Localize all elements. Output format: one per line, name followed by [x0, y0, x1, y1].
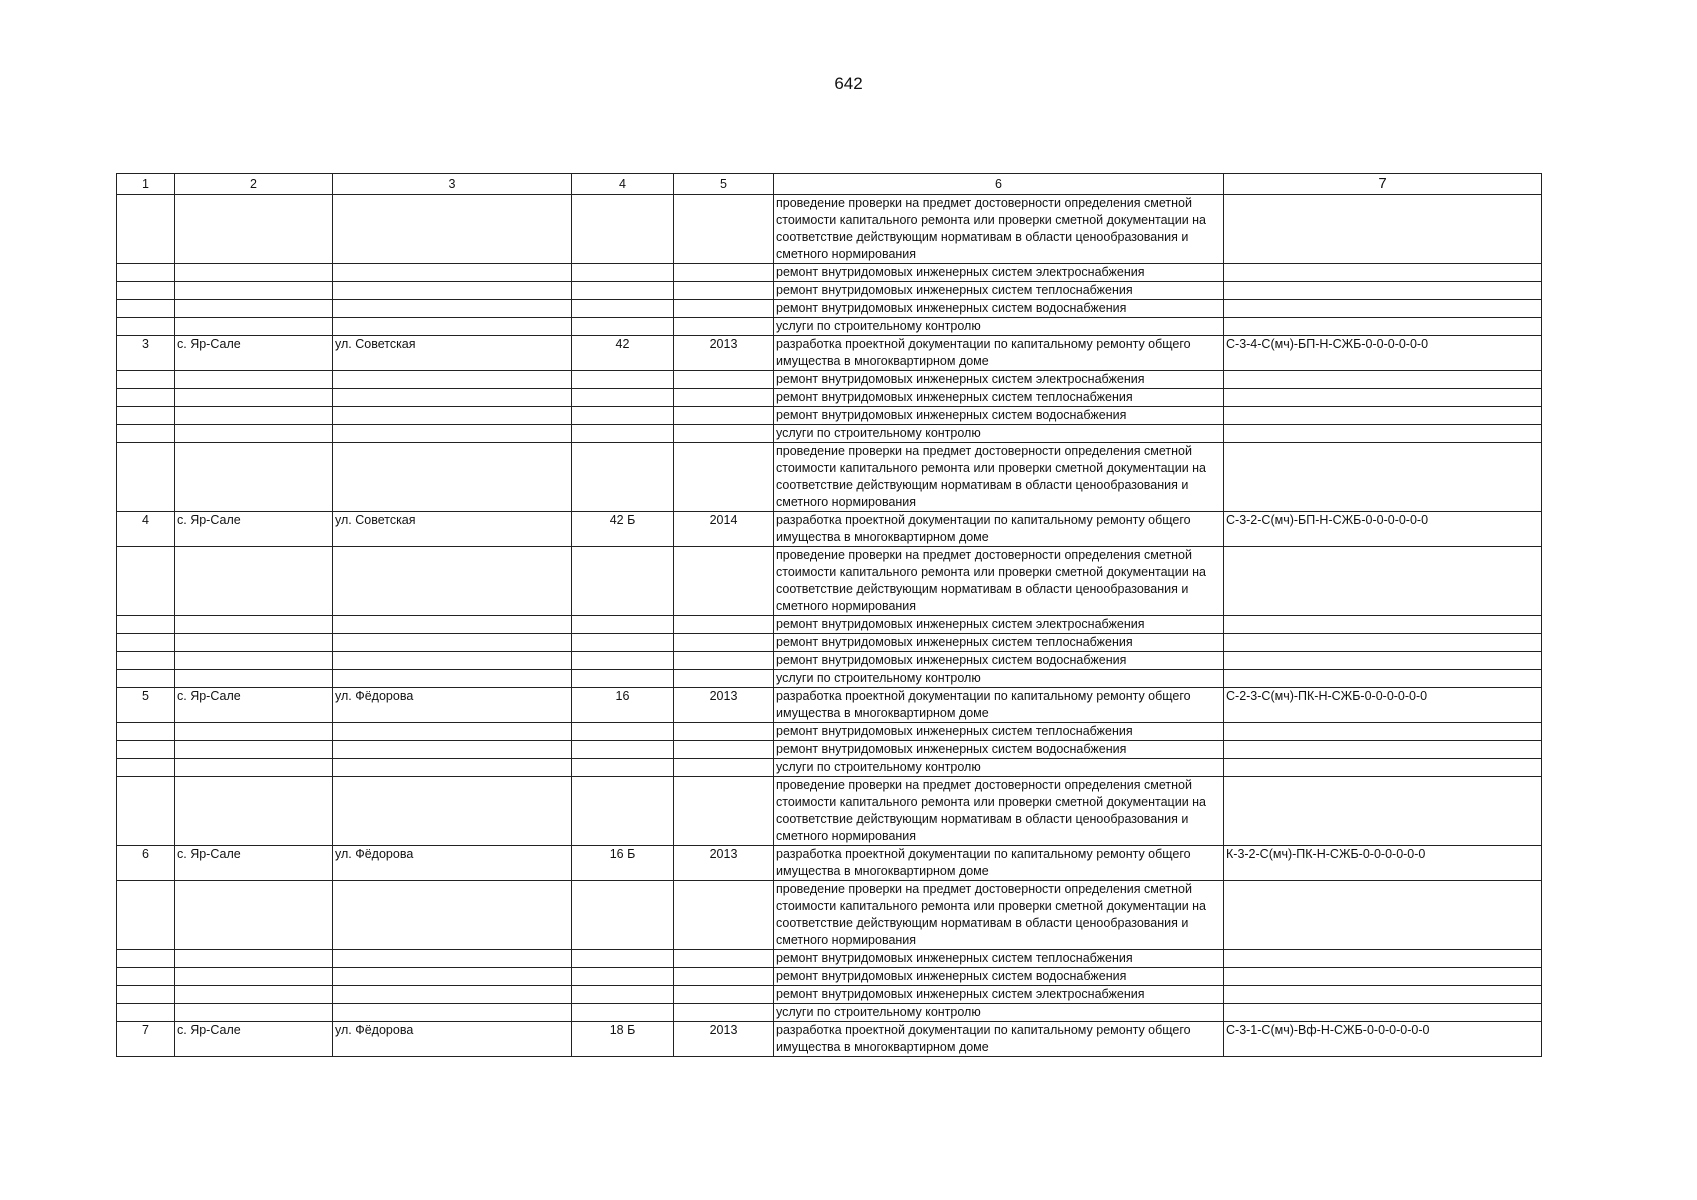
street-cell: [333, 881, 572, 950]
year-cell: [674, 670, 774, 688]
year-cell: 2013: [674, 336, 774, 371]
house-number-cell: [572, 282, 674, 300]
work-type-cell: ремонт внутридомовых инженерных систем теплоснабжения: [774, 389, 1224, 407]
building-code-cell: [1224, 547, 1542, 616]
repair-schedule-table: [116, 173, 1542, 1057]
building-code-cell: [1224, 407, 1542, 425]
settlement-cell: [175, 1004, 333, 1022]
settlement-cell: [175, 634, 333, 652]
house-number-cell: 42: [572, 336, 674, 371]
table-row: [117, 264, 1542, 282]
building-code-cell: [1224, 195, 1542, 264]
table-row: [117, 389, 1542, 407]
work-type-cell: ремонт внутридомовых инженерных систем электроснабжения: [774, 371, 1224, 389]
settlement-cell: [175, 986, 333, 1004]
row-number-cell: [117, 881, 175, 950]
street-cell: [333, 371, 572, 389]
street-cell: [333, 616, 572, 634]
building-code-cell: [1224, 652, 1542, 670]
year-cell: 2013: [674, 1022, 774, 1057]
building-code-cell: [1224, 759, 1542, 777]
table-row: [117, 1022, 1542, 1057]
street-cell: [333, 777, 572, 846]
building-code-cell: [1224, 950, 1542, 968]
house-number-cell: [572, 407, 674, 425]
column-header: 6: [774, 174, 1224, 195]
house-number-cell: [572, 950, 674, 968]
settlement-cell: [175, 264, 333, 282]
house-number-cell: [572, 318, 674, 336]
house-number-cell: [572, 616, 674, 634]
table-row: [117, 950, 1542, 968]
work-type-cell: услуги по строительному контролю: [774, 670, 1224, 688]
house-number-cell: [572, 547, 674, 616]
work-type-cell: ремонт внутридомовых инженерных систем теплоснабжения: [774, 634, 1224, 652]
row-number-cell: [117, 950, 175, 968]
row-number-cell: [117, 741, 175, 759]
settlement-cell: [175, 670, 333, 688]
building-code-cell: [1224, 723, 1542, 741]
year-cell: [674, 723, 774, 741]
settlement-cell: с. Яр-Сале: [175, 512, 333, 547]
street-cell: [333, 950, 572, 968]
row-number-cell: [117, 1004, 175, 1022]
year-cell: [674, 300, 774, 318]
column-header: 4: [572, 174, 674, 195]
house-number-cell: [572, 670, 674, 688]
building-code-cell: [1224, 777, 1542, 846]
street-cell: ул. Фёдорова: [333, 688, 572, 723]
street-cell: ул. Советская: [333, 336, 572, 371]
building-code-cell: [1224, 634, 1542, 652]
building-code-cell: [1224, 443, 1542, 512]
year-cell: 2013: [674, 688, 774, 723]
work-type-cell: ремонт внутридомовых инженерных систем теплоснабжения: [774, 950, 1224, 968]
settlement-cell: [175, 616, 333, 634]
street-cell: [333, 318, 572, 336]
settlement-cell: с. Яр-Сале: [175, 1022, 333, 1057]
house-number-cell: [572, 777, 674, 846]
table-row: [117, 759, 1542, 777]
year-cell: [674, 986, 774, 1004]
table-row: [117, 425, 1542, 443]
column-number-row: [117, 174, 1542, 195]
work-type-cell: проведение проверки на предмет достоверности определения сметной стоимости капитального ремонта или проверки сметной документации на соответствие действующим нормативам в области ценообразования и сметного нормирования: [774, 443, 1224, 512]
street-cell: ул. Фёдорова: [333, 1022, 572, 1057]
row-number-cell: [117, 407, 175, 425]
building-code-cell: С-2-3-С(мч)-ПК-Н-СЖБ-0-0-0-0-0-0: [1224, 688, 1542, 723]
house-number-cell: [572, 759, 674, 777]
row-number-cell: [117, 986, 175, 1004]
settlement-cell: [175, 723, 333, 741]
work-type-cell: услуги по строительному контролю: [774, 759, 1224, 777]
table-row: [117, 195, 1542, 264]
house-number-cell: [572, 986, 674, 1004]
row-number-cell: [117, 443, 175, 512]
work-type-cell: разработка проектной документации по капитальному ремонту общего имущества в многоквартирном доме: [774, 1022, 1224, 1057]
building-code-cell: С-3-1-С(мч)-Вф-Н-СЖБ-0-0-0-0-0-0: [1224, 1022, 1542, 1057]
work-type-cell: ремонт внутридомовых инженерных систем электроснабжения: [774, 616, 1224, 634]
settlement-cell: [175, 968, 333, 986]
table-row: [117, 741, 1542, 759]
house-number-cell: [572, 741, 674, 759]
street-cell: [333, 759, 572, 777]
year-cell: [674, 652, 774, 670]
row-number-cell: [117, 264, 175, 282]
row-number-cell: 4: [117, 512, 175, 547]
column-header: 7: [1224, 174, 1542, 195]
work-type-cell: ремонт внутридомовых инженерных систем водоснабжения: [774, 968, 1224, 986]
work-type-cell: разработка проектной документации по капитальному ремонту общего имущества в многоквартирном доме: [774, 512, 1224, 547]
year-cell: [674, 389, 774, 407]
table-row: [117, 688, 1542, 723]
table-row: [117, 371, 1542, 389]
table-row: [117, 336, 1542, 371]
street-cell: [333, 547, 572, 616]
building-code-cell: [1224, 389, 1542, 407]
work-type-cell: услуги по строительному контролю: [774, 318, 1224, 336]
row-number-cell: [117, 547, 175, 616]
work-type-cell: ремонт внутридомовых инженерных систем водоснабжения: [774, 407, 1224, 425]
work-type-cell: проведение проверки на предмет достоверности определения сметной стоимости капитального ремонта или проверки сметной документации на соответствие действующим нормативам в области ценообразования и сметного нормирования: [774, 195, 1224, 264]
settlement-cell: [175, 950, 333, 968]
house-number-cell: [572, 723, 674, 741]
settlement-cell: [175, 425, 333, 443]
row-number-cell: [117, 723, 175, 741]
row-number-cell: [117, 616, 175, 634]
work-type-cell: услуги по строительному контролю: [774, 1004, 1224, 1022]
house-number-cell: [572, 195, 674, 264]
building-code-cell: [1224, 1004, 1542, 1022]
year-cell: [674, 282, 774, 300]
building-code-cell: [1224, 986, 1542, 1004]
table-row: [117, 547, 1542, 616]
column-header: 1: [117, 174, 175, 195]
settlement-cell: [175, 443, 333, 512]
street-cell: [333, 670, 572, 688]
building-code-cell: [1224, 300, 1542, 318]
settlement-cell: [175, 300, 333, 318]
table-row: [117, 670, 1542, 688]
work-type-cell: услуги по строительному контролю: [774, 425, 1224, 443]
building-code-cell: [1224, 371, 1542, 389]
row-number-cell: 6: [117, 846, 175, 881]
table-row: [117, 512, 1542, 547]
column-header: 3: [333, 174, 572, 195]
work-type-cell: ремонт внутридомовых инженерных систем электроснабжения: [774, 986, 1224, 1004]
house-number-cell: [572, 425, 674, 443]
building-code-cell: С-3-2-С(мч)-БП-Н-СЖБ-0-0-0-0-0-0: [1224, 512, 1542, 547]
year-cell: [674, 425, 774, 443]
building-code-cell: [1224, 425, 1542, 443]
house-number-cell: [572, 264, 674, 282]
settlement-cell: [175, 652, 333, 670]
table-row: [117, 282, 1542, 300]
year-cell: [674, 968, 774, 986]
row-number-cell: 3: [117, 336, 175, 371]
building-code-cell: [1224, 616, 1542, 634]
table-row: [117, 968, 1542, 986]
work-type-cell: ремонт внутридомовых инженерных систем водоснабжения: [774, 652, 1224, 670]
street-cell: [333, 425, 572, 443]
table-row: [117, 300, 1542, 318]
table-row: [117, 634, 1542, 652]
street-cell: [333, 195, 572, 264]
table-row: [117, 443, 1542, 512]
year-cell: [674, 759, 774, 777]
year-cell: [674, 318, 774, 336]
year-cell: [674, 371, 774, 389]
row-number-cell: [117, 652, 175, 670]
work-type-cell: ремонт внутридомовых инженерных систем теплоснабжения: [774, 723, 1224, 741]
year-cell: 2014: [674, 512, 774, 547]
work-type-cell: проведение проверки на предмет достоверности определения сметной стоимости капитального ремонта или проверки сметной документации на соответствие действующим нормативам в области ценообразования и сметного нормирования: [774, 777, 1224, 846]
street-cell: [333, 634, 572, 652]
street-cell: [333, 407, 572, 425]
building-code-cell: [1224, 318, 1542, 336]
table-row: [117, 616, 1542, 634]
settlement-cell: [175, 407, 333, 425]
row-number-cell: [117, 389, 175, 407]
street-cell: [333, 389, 572, 407]
row-number-cell: [117, 300, 175, 318]
row-number-cell: [117, 968, 175, 986]
building-code-cell: [1224, 881, 1542, 950]
settlement-cell: [175, 195, 333, 264]
year-cell: 2013: [674, 846, 774, 881]
table-row: [117, 1004, 1542, 1022]
year-cell: [674, 881, 774, 950]
table-row: [117, 652, 1542, 670]
settlement-cell: с. Яр-Сале: [175, 688, 333, 723]
year-cell: [674, 634, 774, 652]
work-type-cell: разработка проектной документации по капитальному ремонту общего имущества в многоквартирном доме: [774, 688, 1224, 723]
table-row: [117, 318, 1542, 336]
work-type-cell: разработка проектной документации по капитальному ремонту общего имущества в многоквартирном доме: [774, 336, 1224, 371]
table-row: [117, 881, 1542, 950]
row-number-cell: [117, 318, 175, 336]
table-row: [117, 723, 1542, 741]
settlement-cell: [175, 881, 333, 950]
settlement-cell: [175, 318, 333, 336]
building-code-cell: С-3-4-С(мч)-БП-Н-СЖБ-0-0-0-0-0-0: [1224, 336, 1542, 371]
row-number-cell: [117, 425, 175, 443]
table-row: [117, 407, 1542, 425]
settlement-cell: [175, 759, 333, 777]
page-number: 642: [834, 74, 863, 93]
house-number-cell: 16: [572, 688, 674, 723]
year-cell: [674, 1004, 774, 1022]
house-number-cell: [572, 443, 674, 512]
year-cell: [674, 777, 774, 846]
row-number-cell: [117, 777, 175, 846]
street-cell: [333, 986, 572, 1004]
building-code-cell: К-3-2-С(мч)-ПК-Н-СЖБ-0-0-0-0-0-0: [1224, 846, 1542, 881]
row-number-cell: 5: [117, 688, 175, 723]
street-cell: [333, 723, 572, 741]
settlement-cell: [175, 389, 333, 407]
settlement-cell: [175, 777, 333, 846]
settlement-cell: [175, 547, 333, 616]
work-type-cell: проведение проверки на предмет достоверности определения сметной стоимости капитального ремонта или проверки сметной документации на соответствие действующим нормативам в области ценообразования и сметного нормирования: [774, 547, 1224, 616]
house-number-cell: [572, 300, 674, 318]
house-number-cell: 18 Б: [572, 1022, 674, 1057]
row-number-cell: [117, 282, 175, 300]
street-cell: [333, 652, 572, 670]
house-number-cell: 16 Б: [572, 846, 674, 881]
house-number-cell: [572, 652, 674, 670]
building-code-cell: [1224, 264, 1542, 282]
row-number-cell: [117, 634, 175, 652]
street-cell: [333, 968, 572, 986]
table-row: [117, 986, 1542, 1004]
settlement-cell: [175, 371, 333, 389]
work-type-cell: ремонт внутридомовых инженерных систем водоснабжения: [774, 741, 1224, 759]
year-cell: [674, 195, 774, 264]
settlement-cell: с. Яр-Сале: [175, 336, 333, 371]
year-cell: [674, 950, 774, 968]
building-code-cell: [1224, 282, 1542, 300]
year-cell: [674, 741, 774, 759]
row-number-cell: [117, 670, 175, 688]
year-cell: [674, 407, 774, 425]
row-number-cell: 7: [117, 1022, 175, 1057]
street-cell: ул. Советская: [333, 512, 572, 547]
year-cell: [674, 616, 774, 634]
building-code-cell: [1224, 741, 1542, 759]
house-number-cell: [572, 968, 674, 986]
street-cell: [333, 1004, 572, 1022]
house-number-cell: [572, 1004, 674, 1022]
settlement-cell: [175, 741, 333, 759]
settlement-cell: с. Яр-Сале: [175, 846, 333, 881]
table-row: [117, 846, 1542, 881]
column-header: 5: [674, 174, 774, 195]
work-type-cell: ремонт внутридомовых инженерных систем электроснабжения: [774, 264, 1224, 282]
work-type-cell: ремонт внутридомовых инженерных систем теплоснабжения: [774, 282, 1224, 300]
house-number-cell: [572, 371, 674, 389]
work-type-cell: ремонт внутридомовых инженерных систем водоснабжения: [774, 300, 1224, 318]
year-cell: [674, 443, 774, 512]
building-code-cell: [1224, 968, 1542, 986]
settlement-cell: [175, 282, 333, 300]
row-number-cell: [117, 195, 175, 264]
row-number-cell: [117, 759, 175, 777]
row-number-cell: [117, 371, 175, 389]
work-type-cell: проведение проверки на предмет достоверности определения сметной стоимости капитального ремонта или проверки сметной документации на соответствие действующим нормативам в области ценообразования и сметного нормирования: [774, 881, 1224, 950]
street-cell: [333, 264, 572, 282]
house-number-cell: [572, 389, 674, 407]
street-cell: [333, 300, 572, 318]
street-cell: [333, 741, 572, 759]
year-cell: [674, 547, 774, 616]
house-number-cell: 42 Б: [572, 512, 674, 547]
table-row: [117, 777, 1542, 846]
work-type-cell: разработка проектной документации по капитальному ремонту общего имущества в многоквартирном доме: [774, 846, 1224, 881]
street-cell: [333, 443, 572, 512]
house-number-cell: [572, 634, 674, 652]
building-code-cell: [1224, 670, 1542, 688]
column-header: 2: [175, 174, 333, 195]
street-cell: [333, 282, 572, 300]
year-cell: [674, 264, 774, 282]
house-number-cell: [572, 881, 674, 950]
street-cell: ул. Фёдорова: [333, 846, 572, 881]
